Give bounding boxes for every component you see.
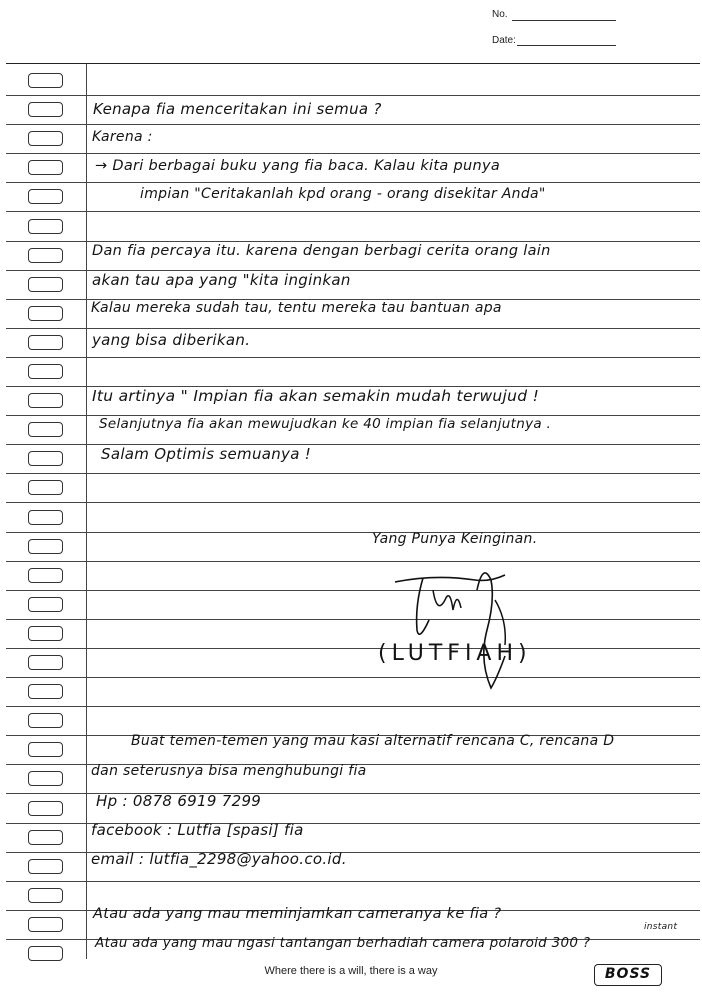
facebook-line: facebook : Lutfia [spasi] fia: [91, 821, 304, 839]
date-field-line: [517, 45, 616, 46]
handwritten-line-9: Itu artinya " Impian fia akan semakin mudah terwujud !: [92, 387, 540, 405]
handwritten-insert-note: instant: [644, 922, 678, 932]
binder-hole: [28, 539, 63, 554]
handwritten-line-7: Kalau mereka sudah tau, tentu mereka tau bantuan apa: [91, 300, 502, 316]
binder-hole: [28, 742, 63, 757]
binder-hole: [28, 771, 63, 786]
binder-hole: [28, 597, 63, 612]
binder-hole: [28, 160, 63, 175]
ruled-line: [6, 328, 700, 329]
number-label: No.: [492, 9, 508, 20]
ruled-line: [6, 153, 700, 154]
ruled-line: [6, 182, 700, 183]
margin-line: [86, 64, 87, 959]
handwritten-line-12: Buat temen-temen yang mau kasi alternatif rencana C, rencana D: [131, 733, 615, 749]
handwritten-line-6: akan tau apa yang "kita inginkan: [92, 271, 351, 289]
binder-hole: [28, 277, 63, 292]
ruled-line: [6, 590, 700, 591]
binder-hole: [28, 801, 63, 816]
binder-hole: [28, 626, 63, 641]
handwritten-line-10: Selanjutnya fia akan mewujudkan ke 40 impian fia selanjutnya .: [99, 416, 552, 432]
binder-hole: [28, 684, 63, 699]
binder-hole: [28, 713, 63, 728]
handwritten-line-3: → Dari berbagai buku yang fia baca. Kalau kita punya: [95, 158, 501, 174]
handwritten-line-2: Karena :: [92, 129, 153, 145]
email-line: email : lutfia_2298@yahoo.co.id.: [91, 850, 347, 868]
ruled-line: [6, 648, 700, 649]
binder-hole: [28, 248, 63, 263]
binder-hole: [28, 219, 63, 234]
binder-hole: [28, 422, 63, 437]
binder-hole: [28, 946, 63, 961]
ruled-line: [6, 619, 700, 620]
binder-hole: [28, 859, 63, 874]
binder-hole: [28, 510, 63, 525]
ruled-line: [6, 357, 700, 358]
binder-hole: [28, 451, 63, 466]
ruled-line: [6, 473, 700, 474]
ruled-line: [6, 241, 700, 242]
ruled-line: [6, 95, 700, 96]
signature-name: (LUTFIAH): [378, 641, 532, 666]
binder-hole: [28, 335, 63, 350]
footer-motto: Where there is a will, there is a way: [264, 965, 438, 977]
handwritten-signature: [395, 560, 545, 700]
handwritten-line-5: Dan fia percaya itu. karena dengan berbagi cerita orang lain: [92, 243, 551, 259]
signature-caption: Yang Punya Keinginan.: [372, 531, 538, 547]
binder-hole: [28, 73, 63, 88]
phone-line: Hp : 0878 6919 7299: [96, 792, 262, 810]
handwritten-line-11: Salam Optimis semuanya !: [101, 445, 312, 463]
binder-hole: [28, 131, 63, 146]
binder-hole: [28, 655, 63, 670]
binder-hole: [28, 102, 63, 117]
number-field-line: [512, 20, 616, 21]
ruled-line: [6, 706, 700, 707]
binder-hole: [28, 306, 63, 321]
handwritten-line-13: dan seterusnya bisa menghubungi fia: [91, 763, 367, 779]
binder-hole: [28, 393, 63, 408]
ruled-line: [6, 124, 700, 125]
date-label: Date:: [492, 35, 516, 46]
binder-hole: [28, 888, 63, 903]
brand-logo: BOSS: [594, 964, 662, 986]
binder-hole: [28, 917, 63, 932]
ruled-line: [6, 532, 700, 533]
handwritten-line-14: Atau ada yang mau meminjamkan cameranya ke fia ?: [93, 906, 502, 922]
binder-hole: [28, 480, 63, 495]
ruled-line: [6, 881, 700, 882]
binder-hole: [28, 830, 63, 845]
handwritten-line-15: Atau ada yang mau ngasi tantangan berhadiah camera polaroid 300 ?: [95, 935, 591, 951]
ruled-line: [6, 211, 700, 212]
handwritten-line-4: impian "Ceritakanlah kpd orang - orang disekitar Anda": [140, 186, 546, 202]
top-border: [6, 63, 700, 64]
ruled-line: [6, 502, 700, 503]
ruled-line: [6, 561, 700, 562]
ruled-line: [6, 677, 700, 678]
binder-hole: [28, 364, 63, 379]
binder-hole: [28, 189, 63, 204]
handwritten-line-1: Kenapa fia menceritakan ini semua ?: [93, 100, 382, 118]
handwritten-line-8: yang bisa diberikan.: [92, 331, 251, 349]
binder-hole: [28, 568, 63, 583]
